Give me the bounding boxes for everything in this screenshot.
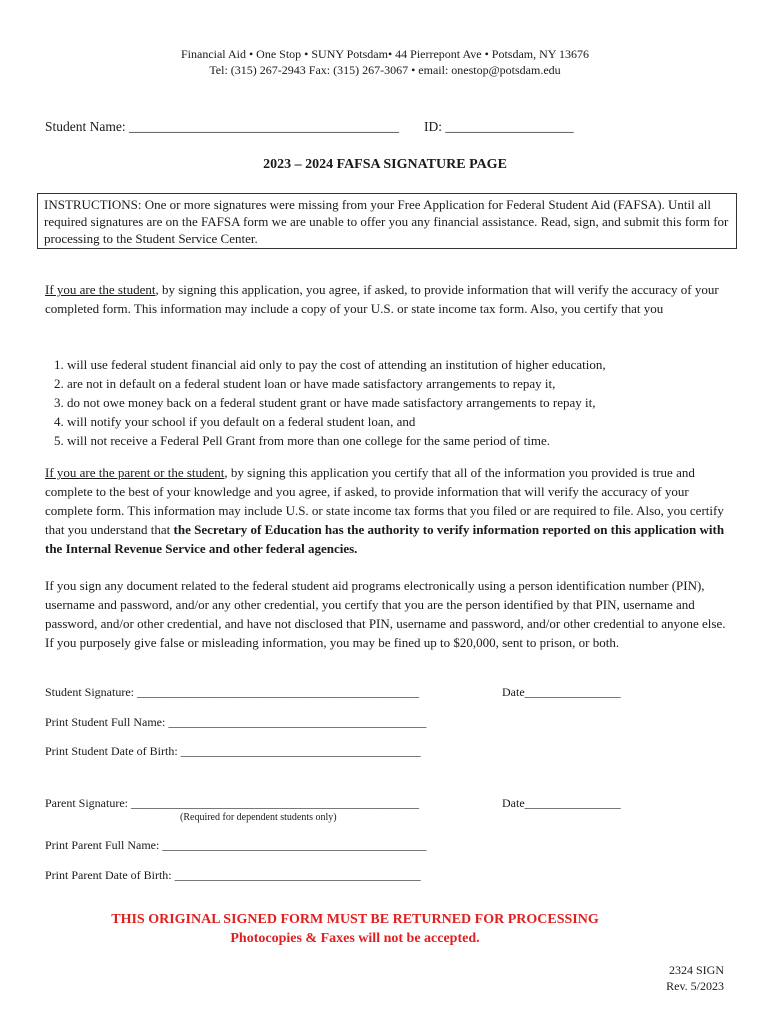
student-name-field[interactable]: Student Name: ________________________________________ — [45, 119, 399, 134]
page-title: 2023 – 2024 FAFSA SIGNATURE PAGE — [263, 157, 507, 172]
parent-signature-field[interactable]: Parent Signature: ________________________________________________ — [45, 796, 419, 810]
student-signature-field[interactable]: Student Signature: _______________________________________________ — [45, 685, 419, 699]
print-parent-dob-field[interactable]: Print Parent Date of Birth: _________________________________________ — [45, 868, 421, 882]
certification-list — [45, 355, 727, 450]
student-para-text: , by signing this application, you agree, if asked, to provide information that will verify the accuracy of your completed form. This information may include a copy of your U.S. or state income tax form. Also, you certify that you — [45, 282, 719, 316]
parent-para-bold: the Secretary of Education has the authority to verify information reported on this application with the Internal Revenue Service and other federal agencies. — [45, 522, 725, 556]
parent-signature-note: (Required for dependent students only) — [180, 812, 337, 823]
return-notice: THIS ORIGINAL SIGNED FORM MUST BE RETURNED FOR PROCESSING — [111, 912, 599, 927]
print-student-name-field[interactable]: Print Student Full Name: ___________________________________________ — [45, 715, 427, 729]
print-student-dob-field[interactable]: Print Student Date of Birth: ________________________________________ — [45, 744, 421, 758]
list-item: 5. will not receive a Federal Pell Grant from more than one college for the same period of time. — [67, 431, 727, 450]
instructions-box: INSTRUCTIONS: One or more signatures were missing from your Free Application for Federal Student Aid (FAFSA). Until all required signatures are on the FAFSA form we are unable to offer you any financial assistance. Read, sign, and submit this form for processing to the Student Service Center. — [37, 193, 737, 249]
student-date-field[interactable]: Date________________ — [502, 685, 621, 699]
no-copies-notice: Photocopies & Faxes will not be accepted. — [230, 931, 480, 946]
list-item: 3. do not owe money back on a federal student grant or have made satisfactory arrangements to repay it, — [67, 393, 727, 412]
print-parent-name-field[interactable]: Print Parent Full Name: ____________________________________________ — [45, 838, 427, 852]
office-header — [0, 46, 770, 78]
parent-para-text: , by signing this application you certify that all of the information you provided is true and complete to the best of your knowledge and you agree, if asked, to provide information that will verify the accuracy of your complete form. This information may include U.S. or state income tax forms that you filed or are required to file. Also, you certify that you understand that — [45, 465, 724, 537]
parent-lead: If you are the parent or the student — [45, 465, 225, 480]
list-item: 1. will use federal student financial aid only to pay the cost of attending an institution of higher education, — [67, 355, 727, 374]
student-lead: If you are the student — [45, 282, 156, 297]
office-contact: Tel: (315) 267-2943 Fax: (315) 267-3067 • email: onestop@potsdam.edu — [209, 63, 561, 77]
form-revision — [666, 962, 724, 994]
list-item: 2. are not in default on a federal student loan or have made satisfactory arrangements to repay it, — [67, 374, 727, 393]
parent-date-field[interactable]: Date________________ — [502, 796, 621, 810]
pin-paragraph: If you sign any document related to the federal student aid programs electronically using a person identification number (PIN), username and password, and/or any other credential, you certify that you are the person identified by that PIN, username and password, and/or other credential, and have not disclosed that PIN, username and password, and/or other credential to anyone else. If you purposely give false or misleading information, you may be fined up to $20,000, sent to prison, or both. — [45, 578, 726, 650]
student-id-field[interactable]: ID: ___________________ — [424, 119, 574, 134]
revision-date: Rev. 5/2023 — [666, 979, 724, 993]
list-item: 4. will notify your school if you default on a federal student loan, and — [67, 412, 727, 431]
parent-certification-paragraph — [45, 463, 730, 558]
student-certification-paragraph — [45, 280, 730, 318]
office-address: Financial Aid • One Stop • SUNY Potsdam• 44 Pierrepont Ave • Potsdam, NY 13676 — [180, 47, 589, 61]
form-id: 2324 SIGN — [668, 963, 724, 977]
